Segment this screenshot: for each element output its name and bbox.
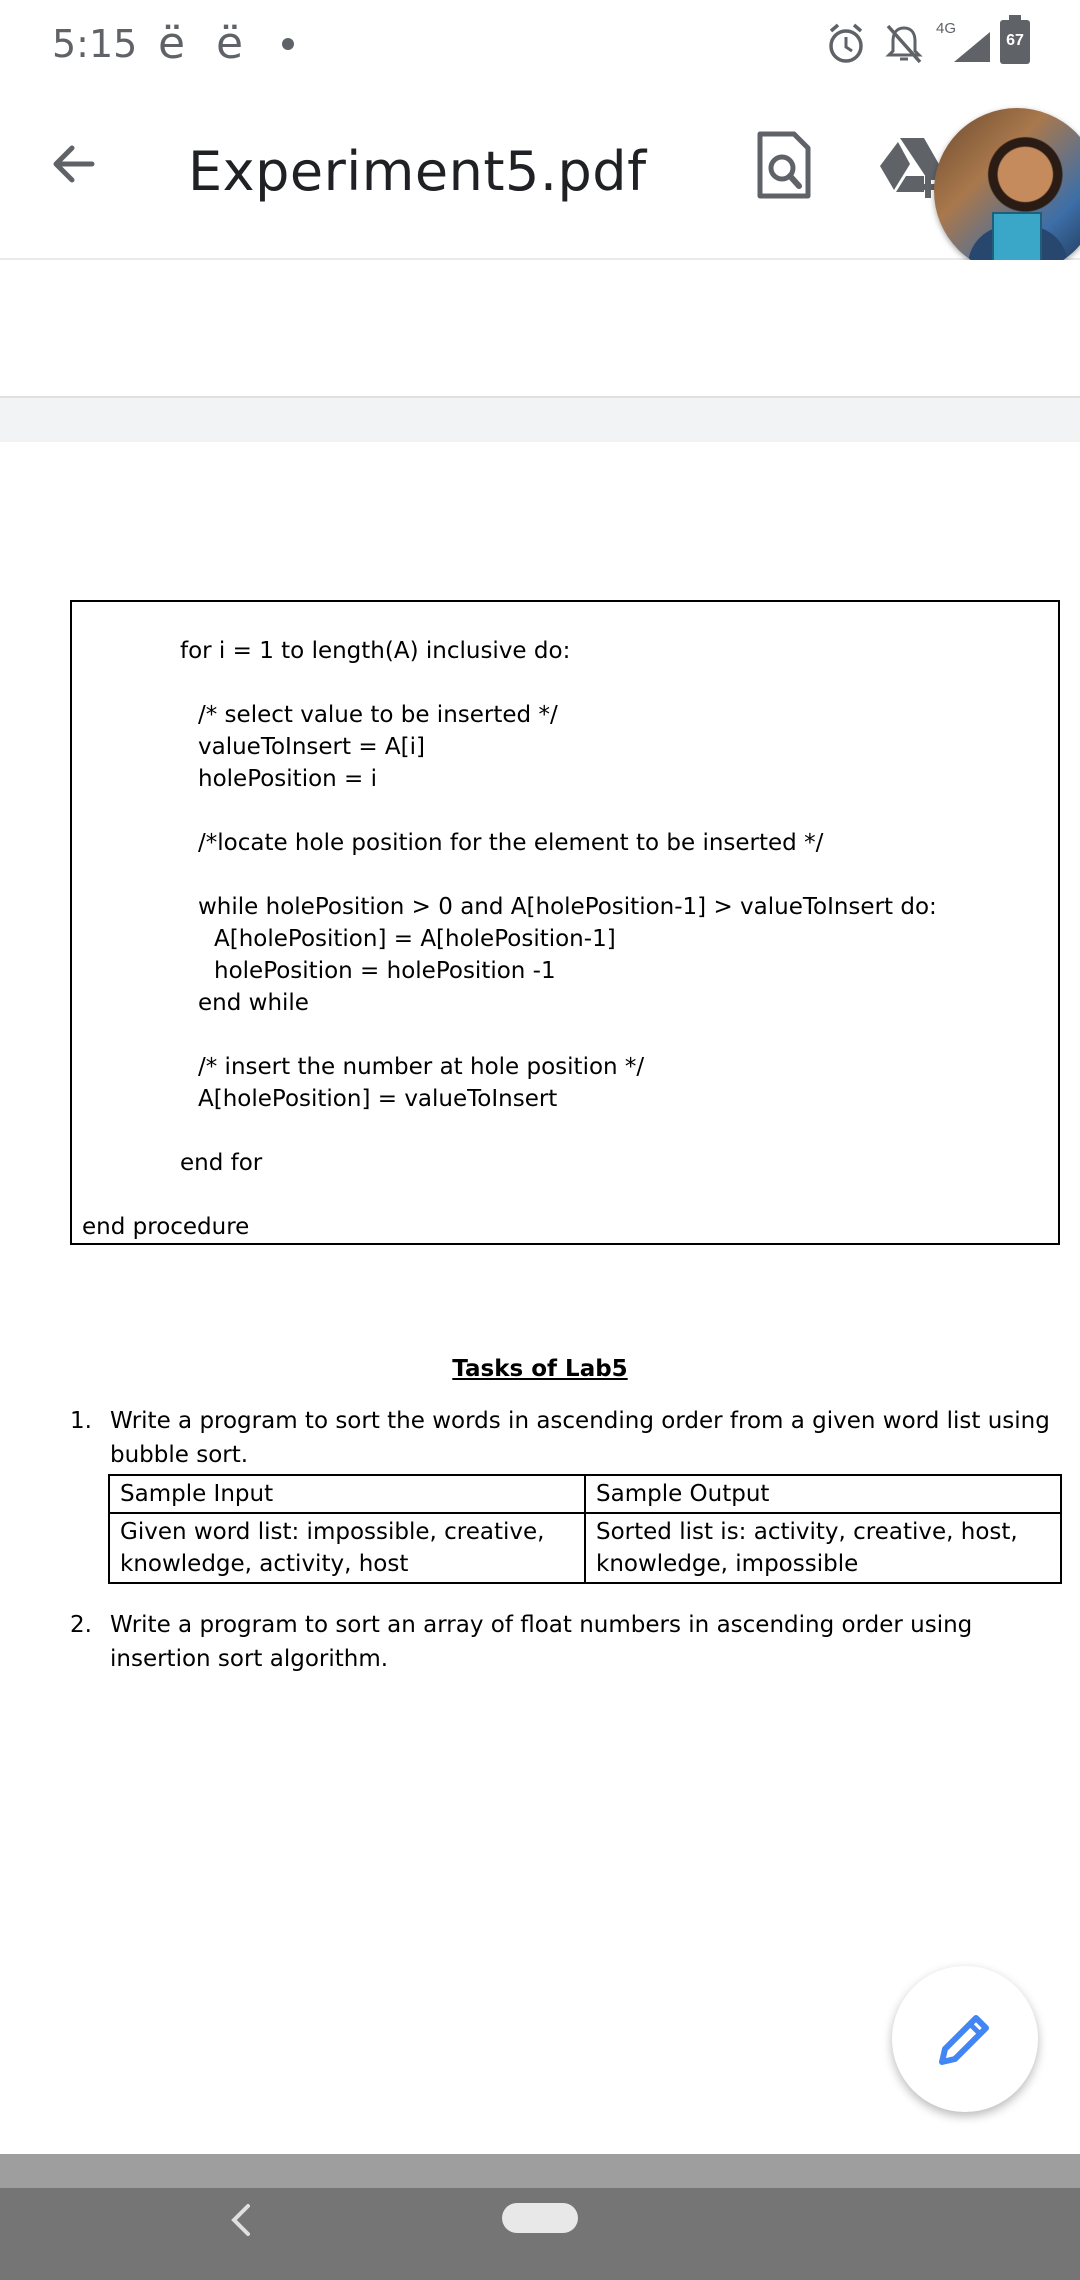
- notification-icon: ё: [158, 18, 186, 69]
- task-text: Write a program to sort the words in ascending order from a given word list using bubble sort.: [110, 1408, 1050, 1468]
- more-notifications-dot-icon: [282, 38, 294, 50]
- document-top-spacer: [0, 260, 1080, 396]
- document-title: Experiment5.pdf: [188, 140, 647, 203]
- status-time: 5:15: [52, 22, 138, 66]
- notification-icon: ё: [216, 18, 244, 69]
- code-line: end for: [180, 1150, 263, 1176]
- alarm-icon: [826, 22, 866, 66]
- code-line: /*locate hole position for the element to be inserted */: [198, 830, 824, 856]
- status-bar: [0, 0, 1080, 92]
- table-header-cell: Sample Input: [109, 1475, 585, 1513]
- signal-icon: [952, 30, 992, 64]
- edit-fab-button[interactable]: [892, 1966, 1038, 2112]
- nav-home-pill[interactable]: [502, 2203, 578, 2233]
- code-line: A[holePosition] = valueToInsert: [198, 1086, 558, 1112]
- table-cell: Sorted list is: activity, creative, host, knowledge, impossible: [585, 1513, 1061, 1583]
- find-in-document-button[interactable]: [752, 130, 816, 202]
- code-line: holePosition = holePosition -1: [214, 958, 556, 984]
- table-cell: Given word list: impossible, creative, knowledge, activity, host: [109, 1513, 585, 1583]
- code-line: /* insert the number at hole position */: [198, 1054, 645, 1080]
- code-line: while holePosition > 0 and A[holePosition-1] > valueToInsert do:: [198, 894, 937, 920]
- code-line: end procedure: [82, 1214, 250, 1240]
- battery-icon: [1000, 20, 1030, 64]
- code-line: /* select value to be inserted */: [198, 702, 558, 728]
- pencil-icon: [934, 2008, 996, 2070]
- code-line: holePosition = i: [198, 766, 378, 792]
- code-line: for i = 1 to length(A) inclusive do:: [180, 638, 571, 664]
- app-bar: [0, 92, 1080, 260]
- table-row: [109, 1513, 1061, 1583]
- task-text: Write a program to sort an array of float numbers in ascending order using insertion sort algorithm.: [110, 1612, 973, 1672]
- mute-notifications-icon: [884, 22, 924, 66]
- page-separator: [0, 396, 1080, 444]
- back-button[interactable]: [44, 134, 104, 194]
- avatar-photo-book: [992, 212, 1042, 266]
- nav-back-button[interactable]: [226, 2200, 256, 2240]
- sample-io-table: [108, 1474, 1062, 1584]
- code-line: A[holePosition] = A[holePosition-1]: [214, 926, 616, 952]
- pdf-page: [0, 442, 1080, 2154]
- task-number: 2.: [70, 1612, 92, 1638]
- battery-level: 67: [1006, 32, 1024, 49]
- code-block: [70, 600, 1060, 1245]
- tasks-heading: Tasks of Lab5: [452, 1356, 628, 1382]
- nav-bar-divider: [0, 2154, 1080, 2188]
- table-header-row: [109, 1475, 1061, 1513]
- table-header-cell: Sample Output: [585, 1475, 1061, 1513]
- task-number: 1.: [70, 1408, 92, 1434]
- network-type: 4G: [936, 20, 957, 37]
- code-line: valueToInsert = A[i]: [198, 734, 425, 760]
- code-line: end while: [198, 990, 309, 1016]
- system-nav-bar: [0, 2188, 1080, 2280]
